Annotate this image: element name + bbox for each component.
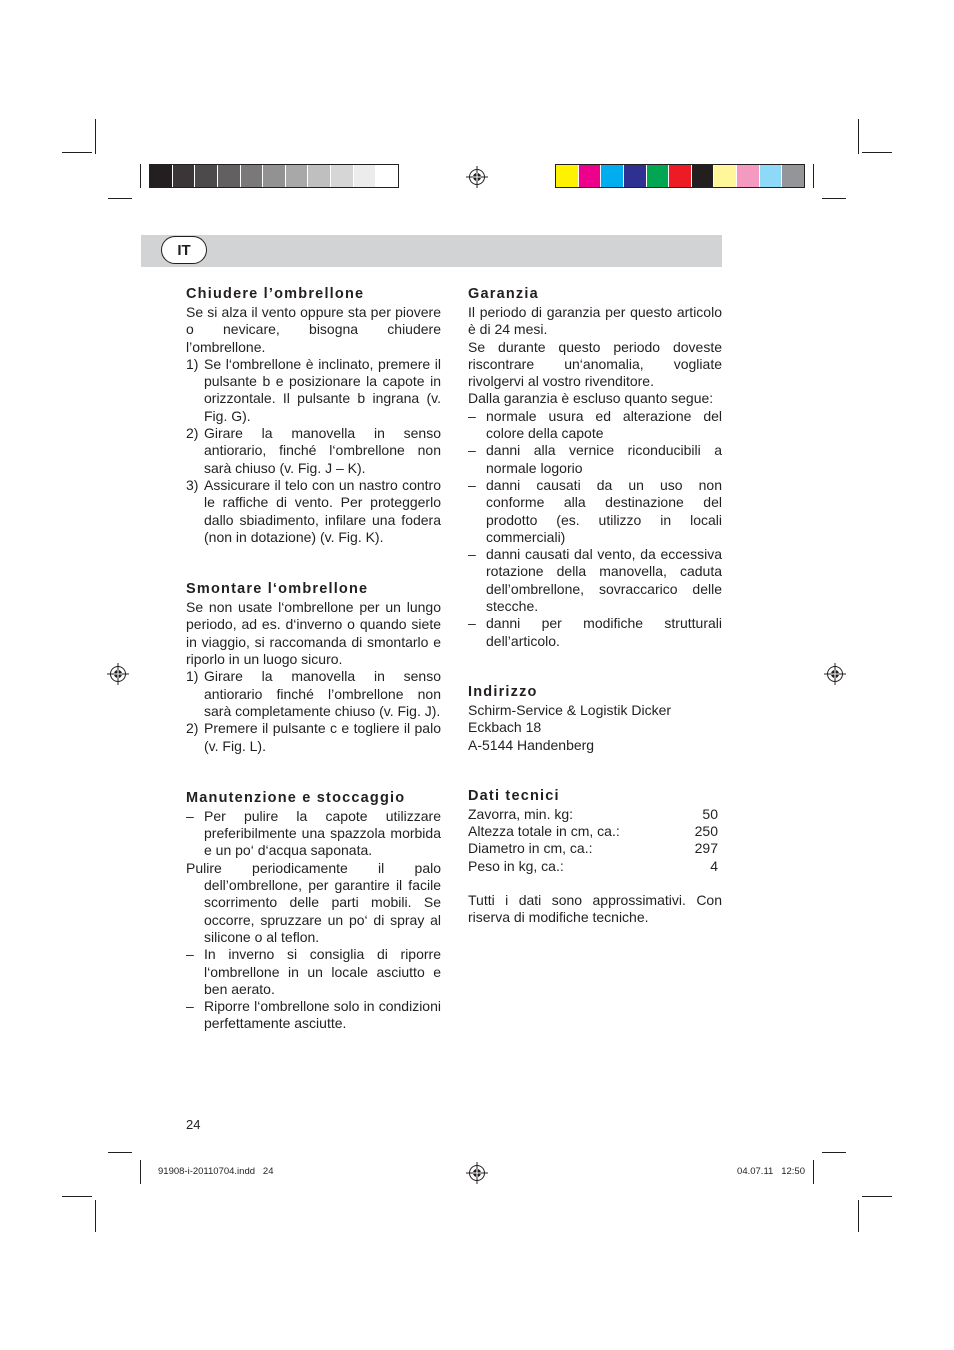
- spec-row: [468, 823, 722, 840]
- list-item: [186, 668, 441, 720]
- list-item: [468, 408, 722, 443]
- section-title-close: Chiudere l’ombrellone: [186, 286, 365, 302]
- section-title-dismantle: Smontare l‘ombrellone: [186, 581, 369, 598]
- list-item-text: danni causati dal vento, da eccessiva rotazione della manovella, caduta dell’ombrellone, sovraccarico delle stecche.: [486, 546, 722, 615]
- warranty-exclusions-list: [468, 408, 722, 650]
- list-marker: –: [468, 476, 476, 493]
- list-item: [186, 946, 441, 998]
- crop-mark: [858, 119, 859, 154]
- crop-mark: [813, 164, 814, 188]
- warranty-paragraph: Il periodo di garanzia per questo articolo è di 24 mesi.: [468, 304, 722, 338]
- section-title-warranty: Garanzia: [468, 286, 539, 302]
- spec-value: 250: [694, 823, 718, 840]
- color-swatch: [263, 165, 286, 187]
- language-band: [141, 235, 722, 267]
- list-item: Pulire periodicamente il palo dell’ombrellone, per garantire il facile scorrimento delle parti mobili. Se occorre, spruzzare un po‘ di spray al silicone o al teflon.: [186, 859, 441, 945]
- list-marker: 1): [186, 668, 199, 685]
- list-item: [186, 477, 441, 546]
- list-item: [468, 477, 722, 546]
- list-item: [468, 615, 722, 650]
- registration-mark-icon: [466, 166, 488, 188]
- list-item: [186, 720, 441, 755]
- crop-mark: [858, 1200, 859, 1232]
- tech-note: Tutti i dati sono approssimativi. Con riserva di modifiche tecniche.: [468, 892, 722, 926]
- list-item-text: danni alla vernice riconducibili a normale logorio: [486, 442, 722, 476]
- color-swatch: [692, 165, 715, 187]
- address-line: Eckbach 18: [468, 719, 542, 736]
- crop-mark: [95, 119, 96, 154]
- crop-mark: [108, 198, 132, 199]
- crop-mark: [140, 1160, 141, 1184]
- color-bar: [555, 164, 805, 188]
- color-swatch: [354, 165, 377, 187]
- list-item: [186, 998, 441, 1033]
- warranty-paragraph: Se durante questo periodo doveste riscontrare un‘anomalia, vogliate rivolgervi al vostro rivenditore.: [468, 338, 722, 390]
- color-swatch: [601, 165, 624, 187]
- section-title-tech: Dati tecnici: [468, 787, 560, 804]
- crop-mark: [862, 1196, 892, 1197]
- color-swatch: [173, 165, 196, 187]
- list-marker: 1): [186, 355, 199, 372]
- spec-label: Zavorra, min. kg:: [468, 805, 574, 822]
- spec-label: Altezza totale in cm, ca.:: [468, 823, 620, 840]
- list-marker: –: [468, 546, 476, 563]
- color-swatch: [150, 165, 173, 187]
- crop-mark: [862, 152, 892, 153]
- list-item: [468, 442, 722, 477]
- list-marker: –: [186, 807, 194, 824]
- color-swatch: [556, 165, 579, 187]
- color-swatch: [218, 165, 241, 187]
- color-swatch: [241, 165, 264, 187]
- crop-mark: [822, 1152, 846, 1153]
- footer-date: 04.07.11 12:50: [737, 1166, 805, 1177]
- spec-row: [468, 858, 722, 875]
- list-item: [186, 808, 441, 860]
- list-marker: 3): [186, 476, 199, 493]
- list-item: [468, 546, 722, 615]
- crop-mark: [62, 1196, 92, 1197]
- list-item-text: Assicurare il telo con un nastro contro le raffiche di vento. Per proteggerlo dallo sbiadimento, infilare una fodera (non in dotazione) (v. Fig. K).: [204, 476, 441, 545]
- crop-mark: [95, 1200, 96, 1232]
- crop-mark: [822, 198, 846, 199]
- color-swatch: [760, 165, 783, 187]
- list-marker: 2): [186, 720, 199, 737]
- section-title-maintenance: Manutenzione e stoccaggio: [186, 789, 406, 806]
- section-title-address: Indirizzo: [468, 683, 538, 700]
- page-number: 24: [186, 1117, 201, 1132]
- list-marker: –: [186, 998, 194, 1015]
- color-swatch: [624, 165, 647, 187]
- color-swatch: [782, 165, 804, 187]
- spec-row: [468, 806, 722, 823]
- color-swatch: [331, 165, 354, 187]
- list-marker: –: [468, 442, 476, 459]
- address-line: Schirm-Service & Logistik Dicker: [468, 701, 672, 718]
- crop-mark: [140, 164, 141, 188]
- list-item-text: Girare la manovella in senso antiorario, finché l‘ombrellone non sarà chiuso (v. Fig. J – K).: [204, 425, 441, 476]
- list-item-text: Riporre l‘ombrellone solo in condizioni perfettamente asciutte.: [204, 998, 441, 1032]
- color-swatch: [286, 165, 309, 187]
- color-swatch: [579, 165, 602, 187]
- crop-mark: [813, 1160, 814, 1184]
- left-column: [186, 284, 441, 1033]
- list-item-text: Per pulire la capote utilizzare preferibilmente una spazzola morbida e un po‘ d‘acqua saponata.: [204, 807, 441, 859]
- color-swatch: [737, 165, 760, 187]
- registration-mark-icon: [824, 663, 846, 685]
- list-item: [186, 425, 441, 477]
- registration-mark-icon: [466, 1162, 488, 1184]
- crop-mark: [108, 1152, 132, 1153]
- list-marker: 2): [186, 425, 199, 442]
- grayscale-bar: [149, 164, 399, 188]
- spec-value: 4: [710, 857, 718, 874]
- footer-filename: 91908-i-20110704.indd 24: [158, 1166, 274, 1177]
- language-badge: IT: [161, 236, 207, 264]
- list-item-text: Se l‘ombrellone è inclinato, premere il pulsante b e posizionare la capote in orizzontale. Il pulsante b ingrana (v. Fig. G).: [204, 355, 441, 424]
- spec-row: [468, 840, 722, 857]
- crop-mark: [62, 152, 92, 153]
- color-swatch: [308, 165, 331, 187]
- close-intro: Se si alza il vento oppure sta per piovere o nevicare, bisogna chiudere l’ombrellone.: [186, 304, 441, 355]
- list-item-text: danni causati da un uso non conforme alla destinazione del prodotto (es. utilizzo in locali commerciali): [486, 476, 722, 545]
- list-item-text: normale usura ed alterazione del colore della capote: [486, 407, 722, 442]
- color-swatch: [376, 165, 398, 187]
- list-marker: –: [186, 946, 194, 963]
- spec-value: 50: [702, 805, 718, 822]
- list-marker: –: [468, 407, 476, 424]
- close-steps-list: [186, 356, 441, 546]
- dismantle-intro: Se non usate l‘ombrellone per un lungo periodo, ad es. d‘inverno o quando siete in viaggio, si raccomanda di smontarlo e riporlo in un luogo sicuro.: [186, 599, 441, 668]
- address-line: A-5144 Handenberg: [468, 736, 595, 753]
- right-column: [468, 284, 722, 927]
- list-marker: –: [468, 615, 476, 632]
- spec-label: Diametro in cm, ca.:: [468, 840, 593, 857]
- list-item-text: danni per modifiche strutturali dell’articolo.: [486, 615, 722, 649]
- dismantle-steps-list: [186, 668, 441, 754]
- spec-value: 297: [694, 840, 718, 857]
- list-item-text: Premere il pulsante c e togliere il palo (v. Fig. L).: [204, 720, 441, 754]
- color-swatch: [647, 165, 670, 187]
- color-swatch: [714, 165, 737, 187]
- registration-mark-icon: [107, 663, 129, 685]
- maintenance-list: [186, 808, 441, 1033]
- color-swatch: [669, 165, 692, 187]
- list-item-text: Girare la manovella in senso antiorario finché l’ombrellone non sarà completamente chiuso (v. Fig. J).: [204, 668, 441, 719]
- list-item: [186, 356, 441, 425]
- list-item-text: In inverno si consiglia di riporre l‘ombrellone in un locale asciutto e ben aerato.: [204, 946, 441, 997]
- spec-label: Peso in kg, ca.:: [468, 857, 564, 874]
- warranty-paragraph: Dalla garanzia è escluso quanto segue:: [468, 390, 714, 407]
- color-swatch: [195, 165, 218, 187]
